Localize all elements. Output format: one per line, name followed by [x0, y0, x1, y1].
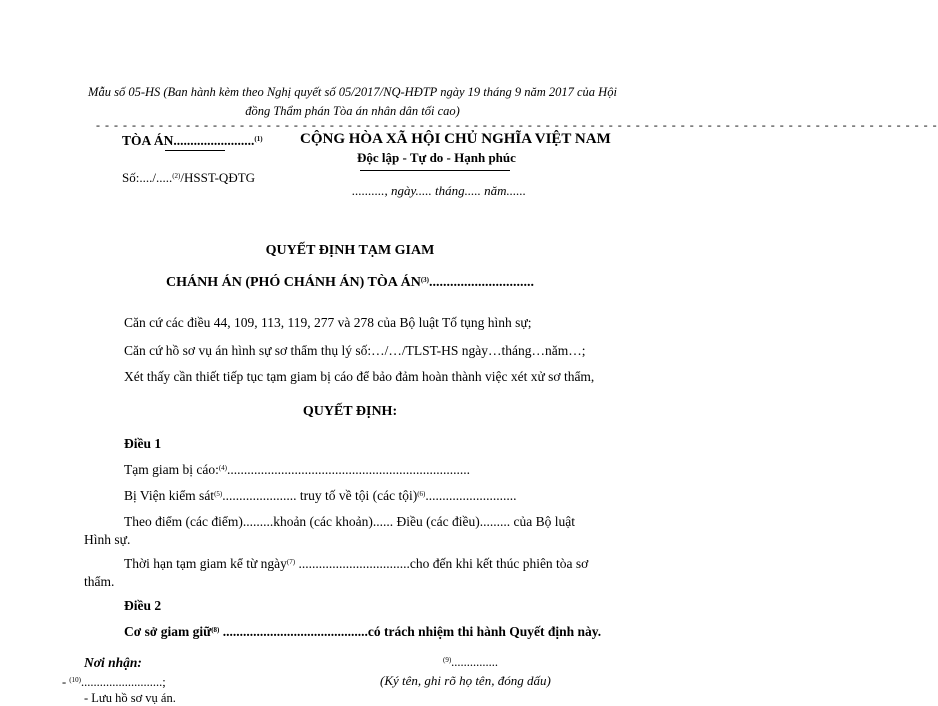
- court-name: TÒA ÁN........................$^{(1)}$: [122, 133, 263, 148]
- recipients-item-1: - $^{(10)}$..........................;: [62, 675, 166, 689]
- date-line: .........., ngày..... tháng..... năm......: [352, 183, 527, 198]
- recipients-heading: Nơi nhận:: [84, 655, 142, 670]
- article-1-detention-period: Thời hạn tạm giam kể từ ngày$^{(7)}$ .................................cho đến khi kết thúc phiên tòa sơ: [124, 556, 589, 571]
- issuer-title: CHÁNH ÁN (PHÓ CHÁNH ÁN) TÒA ÁN$^{(3)}$..............................: [165, 275, 535, 290]
- decision-number: Số:..../.....$^{(2)}$/HSST-QĐTG: [122, 170, 256, 185]
- legal-basis-3: Xét thấy cần thiết tiếp tục tạm giam bị cáo để bảo đảm hoàn thành việc xét xử sơ thẩm,: [124, 369, 595, 384]
- legal-basis-2: Căn cứ hồ sơ vụ án hình sự sơ thẩm thụ lý số:…/…/TLST-HS ngày…tháng…năm…;: [124, 343, 586, 358]
- signature-note: (Ký tên, ghi rõ họ tên, đóng dấu): [380, 673, 551, 688]
- signature-title: $^{(9)}$...............: [443, 655, 499, 669]
- recipients-item-2: - Lưu hồ sơ vụ án.: [84, 691, 176, 705]
- article-1-prosecution: Bị Viện kiểm sát$^{(5)}$...................... truy tố về tội (các tội)$^{(6)}$...........................: [124, 488, 517, 503]
- document-title: QUYẾT ĐỊNH TẠM GIAM: [265, 243, 435, 258]
- article-1-legal-provisions-cont: Hình sự.: [84, 532, 131, 547]
- article-1-legal-provisions: Theo điểm (các điểm).........khoản (các khoản)...... Điều (các điều)......... của Bộ luật: [124, 514, 575, 529]
- nation-name: CỘNG HÒA XÃ HỘI CHỦ NGHĨA VIỆT NAM: [300, 131, 611, 147]
- court-underline: [165, 150, 225, 151]
- header-divider: - - - - - - - - - - - - - - - - - - - - - - - - - - - - - - - - - - - - - - - - - - - - - - - - - - - - - - - - - - - - - - - - - - - - - - - - - - - - - - - - - - - - - - - - - - - - - -: [96, 118, 938, 132]
- article-2-heading: Điều 2: [124, 598, 162, 613]
- article-1-defendant: Tạm giam bị cáo:$^{(4)}$........................................................................: [124, 462, 471, 477]
- motto-underline: [360, 170, 510, 171]
- legal-basis-1: Căn cứ các điều 44, 109, 113, 119, 277 và 278 của Bộ luật Tố tụng hình sự;: [124, 315, 532, 330]
- decision-heading: QUYẾT ĐỊNH:: [302, 404, 398, 419]
- article-1-detention-period-cont: thẩm.: [84, 574, 115, 589]
- form-reference-note: Mẫu số 05-HS (Ban hành kèm theo Nghị quyết số 05/2017/NQ-HĐTP ngày 19 tháng 9 năm 2017 của Hội đồng Thẩm phán Tòa án nhân dân tối cao): [88, 85, 617, 118]
- national-motto: Độc lập - Tự do - Hạnh phúc: [357, 150, 516, 165]
- article-1-heading: Điều 1: [124, 436, 162, 451]
- article-2-detention-facility: Cơ sở giam giữ$^{(8)}$ ...........................................có trách nhiệm thi hành Quyết định này.: [124, 624, 602, 639]
